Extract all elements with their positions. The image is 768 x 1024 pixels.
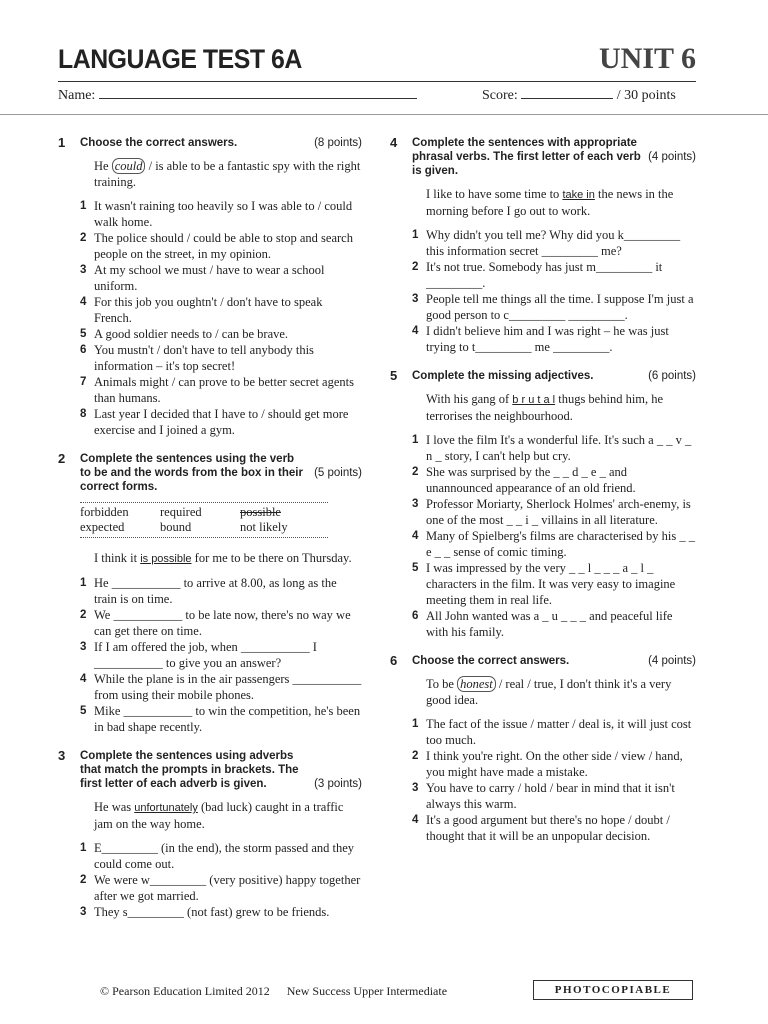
example-post: (bad luck) caught in a traffic jam on the way home. bbox=[94, 800, 344, 831]
name-label: Name: bbox=[58, 88, 96, 103]
item-number: 1 bbox=[412, 229, 419, 241]
section-instruction bbox=[412, 654, 696, 668]
example-sentence bbox=[94, 158, 362, 190]
list-item bbox=[412, 716, 696, 748]
list-item bbox=[80, 262, 362, 294]
item-text: We were w_________ (very positive) happy together after we got married. bbox=[94, 873, 361, 903]
item-text: All John wanted was a _ u _ _ _ and peaceful life with his family. bbox=[426, 609, 673, 639]
list-item bbox=[80, 575, 362, 607]
example-sentence bbox=[94, 550, 362, 567]
example-circled-answer: honest bbox=[457, 676, 496, 692]
list-item bbox=[412, 812, 696, 844]
item-list bbox=[390, 227, 696, 355]
section-instruction bbox=[80, 749, 362, 791]
list-item bbox=[412, 560, 696, 608]
example-pre: He bbox=[94, 159, 109, 173]
list-item bbox=[80, 872, 362, 904]
unit-label: UNIT 6 bbox=[599, 42, 696, 75]
list-item bbox=[80, 840, 362, 872]
section-3 bbox=[58, 749, 362, 920]
instruction-text: Complete the sentences with appropriate phrasal verbs. The first letter of each verb is given. bbox=[412, 137, 641, 177]
list-item bbox=[80, 639, 362, 671]
item-number: 1 bbox=[412, 434, 419, 446]
item-text: Professor Moriarty, Sherlock Holmes' arch-enemy, is one of the most _ _ i _ villains in all literature. bbox=[426, 497, 691, 527]
section-number: 2 bbox=[58, 451, 66, 466]
item-text: Last year I decided that I have to / should get more exercise and I joined a gym. bbox=[94, 407, 349, 437]
left-column bbox=[58, 136, 362, 934]
item-text: They s_________ (not fast) grew to be friends. bbox=[94, 905, 330, 919]
item-text: E_________ (in the end), the storm passed and they could come out. bbox=[94, 841, 355, 871]
section-5 bbox=[390, 369, 696, 640]
list-item bbox=[412, 259, 696, 291]
example-pre: He was bbox=[94, 800, 132, 814]
item-text: At my school we must / have to wear a school uniform. bbox=[94, 263, 325, 293]
score-total: / 30 points bbox=[616, 88, 676, 103]
item-text: You mustn't / don't have to tell anybody this information – it's top secret! bbox=[94, 343, 314, 373]
section-number: 4 bbox=[390, 135, 398, 150]
example-sentence bbox=[94, 799, 362, 832]
example-underlined-answer: take in bbox=[562, 189, 595, 201]
section-4-heading bbox=[390, 136, 696, 178]
item-text: A good soldier needs to / can be brave. bbox=[94, 327, 289, 341]
example-post: / is able to be a fantastic spy with the right training. bbox=[94, 159, 361, 189]
name-field bbox=[58, 86, 417, 104]
instruction-text: Complete the sentences using adverbs that match the prompts in brackets. The first letter of each adverb is given. bbox=[80, 750, 299, 790]
score-label: Score: bbox=[482, 88, 518, 103]
item-text: I was impressed by the very _ _ l _ _ _ a _ l _ characters in the film. It was very easy to imagine meeting them in real life. bbox=[426, 561, 676, 607]
list-item bbox=[80, 326, 362, 342]
item-text: While the plane is in the air passengers ___________ from using their mobile phones. bbox=[94, 672, 362, 702]
item-number: 3 bbox=[80, 641, 87, 653]
item-text: She was surprised by the _ _ d _ e _ and unannounced appearance of an old friend. bbox=[426, 465, 636, 495]
item-text: We ___________ to be late now, there's no way we can get there on time. bbox=[94, 608, 351, 638]
word-box-item: required bbox=[160, 505, 202, 519]
item-text: The police should / could be able to stop and search people on the street, in my opinion. bbox=[94, 231, 353, 261]
section-points: (4 points) bbox=[648, 655, 696, 667]
item-text: You have to carry / hold / bear in mind that it isn't always this warm. bbox=[426, 781, 675, 811]
item-number: 8 bbox=[80, 408, 87, 420]
item-number: 1 bbox=[80, 200, 87, 212]
word-box-item: not likely bbox=[240, 520, 288, 534]
list-item bbox=[412, 323, 696, 355]
example-post: / real / true, I don't think it's a very good idea. bbox=[426, 677, 672, 707]
item-number: 1 bbox=[80, 577, 87, 589]
word-box-item: possible bbox=[240, 505, 281, 519]
list-item bbox=[80, 904, 362, 920]
example-pre: To be bbox=[426, 677, 454, 691]
item-number: 7 bbox=[80, 376, 87, 388]
item-list bbox=[390, 432, 696, 640]
section-2-heading bbox=[58, 452, 362, 494]
section-instruction bbox=[80, 452, 362, 494]
example-pre: With his gang of bbox=[426, 392, 510, 406]
item-list bbox=[390, 716, 696, 844]
item-number: 2 bbox=[80, 232, 87, 244]
section-6-heading bbox=[390, 654, 696, 668]
section-instruction bbox=[80, 136, 362, 150]
list-item bbox=[412, 464, 696, 496]
item-list bbox=[58, 198, 362, 438]
score-blank bbox=[521, 86, 613, 99]
section-number: 1 bbox=[58, 135, 66, 150]
item-number: 2 bbox=[80, 609, 87, 621]
section-6 bbox=[390, 654, 696, 844]
right-column bbox=[390, 136, 696, 858]
list-item bbox=[412, 291, 696, 323]
word-box-item: forbidden bbox=[80, 505, 129, 519]
header-rule bbox=[58, 81, 696, 82]
item-text: People tell me things all the time. I suppose I'm just a good person to c_________ _________. bbox=[426, 292, 694, 322]
list-item bbox=[80, 671, 362, 703]
item-number: 4 bbox=[412, 814, 419, 826]
name-blank bbox=[99, 86, 417, 99]
item-number: 5 bbox=[412, 562, 419, 574]
list-item bbox=[412, 227, 696, 259]
example-circled-answer: could bbox=[112, 158, 146, 174]
item-text: Many of Spielberg's films are characterised by his _ _ e _ _ sense of comic timing. bbox=[426, 529, 695, 559]
list-item bbox=[80, 342, 362, 374]
example-sentence bbox=[426, 186, 696, 219]
section-points: (8 points) bbox=[314, 137, 362, 149]
copyright-text: © Pearson Education Limited 2012 bbox=[100, 984, 270, 998]
section-3-heading bbox=[58, 749, 362, 791]
instruction-text: Choose the correct answers. bbox=[412, 655, 570, 667]
list-item bbox=[80, 406, 362, 438]
list-item bbox=[412, 780, 696, 812]
section-number: 5 bbox=[390, 368, 398, 383]
example-underlined-answer: is possible bbox=[140, 553, 192, 565]
item-text: He ___________ to arrive at 8.00, as long as the train is on time. bbox=[94, 576, 337, 606]
item-number: 3 bbox=[412, 782, 419, 794]
item-number: 3 bbox=[412, 293, 419, 305]
item-number: 3 bbox=[80, 906, 87, 918]
item-number: 4 bbox=[412, 325, 419, 337]
section-instruction bbox=[412, 369, 696, 383]
item-number: 2 bbox=[412, 261, 419, 273]
section-4 bbox=[390, 136, 696, 355]
list-item bbox=[412, 608, 696, 640]
example-post: for me to be there on Thursday. bbox=[194, 551, 352, 565]
instruction-text: Complete the missing adjectives. bbox=[412, 370, 594, 382]
item-text: I didn't believe him and I was right – he was just trying to t_________ me _________. bbox=[426, 324, 669, 354]
item-number: 4 bbox=[412, 530, 419, 542]
example-underlined-answer: b r u t a l bbox=[512, 394, 556, 406]
section-points: (3 points) bbox=[314, 778, 362, 790]
item-number: 6 bbox=[80, 344, 87, 356]
test-title: LANGUAGE TEST 6A bbox=[58, 44, 302, 74]
item-text: The fact of the issue / matter / deal is, it will just cost too much. bbox=[426, 717, 692, 747]
example-sentence bbox=[426, 676, 696, 708]
item-number: 6 bbox=[412, 610, 419, 622]
list-item bbox=[80, 294, 362, 326]
list-item bbox=[412, 748, 696, 780]
photocopiable-badge: PHOTOCOPIABLE bbox=[533, 980, 693, 1000]
list-item bbox=[80, 374, 362, 406]
item-number: 5 bbox=[80, 705, 87, 717]
word-box bbox=[80, 502, 328, 538]
example-pre: I think it bbox=[94, 551, 138, 565]
section-instruction bbox=[412, 136, 696, 178]
item-text: I think you're right. On the other side / view / hand, you might have made a mistake. bbox=[426, 749, 683, 779]
item-text: Why didn't you tell me? Why did you k_________ this information secret _________ me? bbox=[426, 228, 681, 258]
section-number: 6 bbox=[390, 653, 398, 668]
instruction-text: Choose the correct answers. bbox=[80, 137, 238, 149]
item-number: 2 bbox=[412, 750, 419, 762]
book-title: New Success Upper Intermediate bbox=[286, 984, 448, 998]
item-text: It's not true. Somebody has just m_________ it _________. bbox=[426, 260, 663, 290]
section-1-heading bbox=[58, 136, 362, 150]
item-text: Mike ___________ to win the competition, he's been in bad shape recently. bbox=[94, 704, 361, 734]
word-box-item: bound bbox=[160, 520, 192, 534]
example-post: thugs behind him, he terrorises the neighbourhood. bbox=[426, 392, 664, 423]
item-text: Animals might / can prove to be better secret agents than humans. bbox=[94, 375, 354, 405]
section-points: (6 points) bbox=[648, 370, 696, 382]
item-text: It wasn't raining too heavily so I was able to / could walk home. bbox=[94, 199, 353, 229]
list-item bbox=[80, 703, 362, 735]
footer bbox=[100, 984, 461, 999]
item-number: 5 bbox=[80, 328, 87, 340]
list-item bbox=[80, 607, 362, 639]
item-number: 3 bbox=[80, 264, 87, 276]
list-item bbox=[80, 198, 362, 230]
example-underlined-answer: unfortunately bbox=[134, 802, 198, 814]
item-number: 2 bbox=[412, 466, 419, 478]
item-number: 1 bbox=[412, 718, 419, 730]
word-box-item: expected bbox=[80, 520, 125, 534]
list-item bbox=[412, 432, 696, 464]
section-2 bbox=[58, 452, 362, 735]
example-post: the news in the morning before I go out to work. bbox=[426, 187, 674, 218]
item-number: 1 bbox=[80, 842, 87, 854]
item-number: 2 bbox=[80, 874, 87, 886]
section-1 bbox=[58, 136, 362, 438]
item-number: 4 bbox=[80, 673, 87, 685]
item-text: For this job you oughtn't / don't have to speak French. bbox=[94, 295, 323, 325]
item-text: I love the film It's a wonderful life. It's such a _ _ v _ n _ story, I can't help but cry. bbox=[426, 433, 692, 463]
list-item bbox=[412, 496, 696, 528]
header-bottom-rule bbox=[0, 114, 768, 115]
item-text: If I am offered the job, when ___________ I ___________ to give you an answer? bbox=[94, 640, 317, 670]
list-item bbox=[412, 528, 696, 560]
section-points: (4 points) bbox=[648, 151, 696, 163]
item-text: It's a good argument but there's no hope / doubt / thought that it will be an unpopular decision. bbox=[426, 813, 670, 843]
item-list bbox=[58, 575, 362, 735]
section-points: (5 points) bbox=[314, 467, 362, 479]
example-sentence bbox=[426, 391, 696, 424]
list-item bbox=[80, 230, 362, 262]
score-field bbox=[482, 86, 676, 104]
instruction-text: Complete the sentences using the verb to be and the words from the box in their correct forms. bbox=[80, 453, 303, 493]
item-number: 4 bbox=[80, 296, 87, 308]
section-5-heading bbox=[390, 369, 696, 383]
item-number: 3 bbox=[412, 498, 419, 510]
item-list bbox=[58, 840, 362, 920]
section-number: 3 bbox=[58, 748, 66, 763]
example-pre: I like to have some time to bbox=[426, 187, 560, 201]
